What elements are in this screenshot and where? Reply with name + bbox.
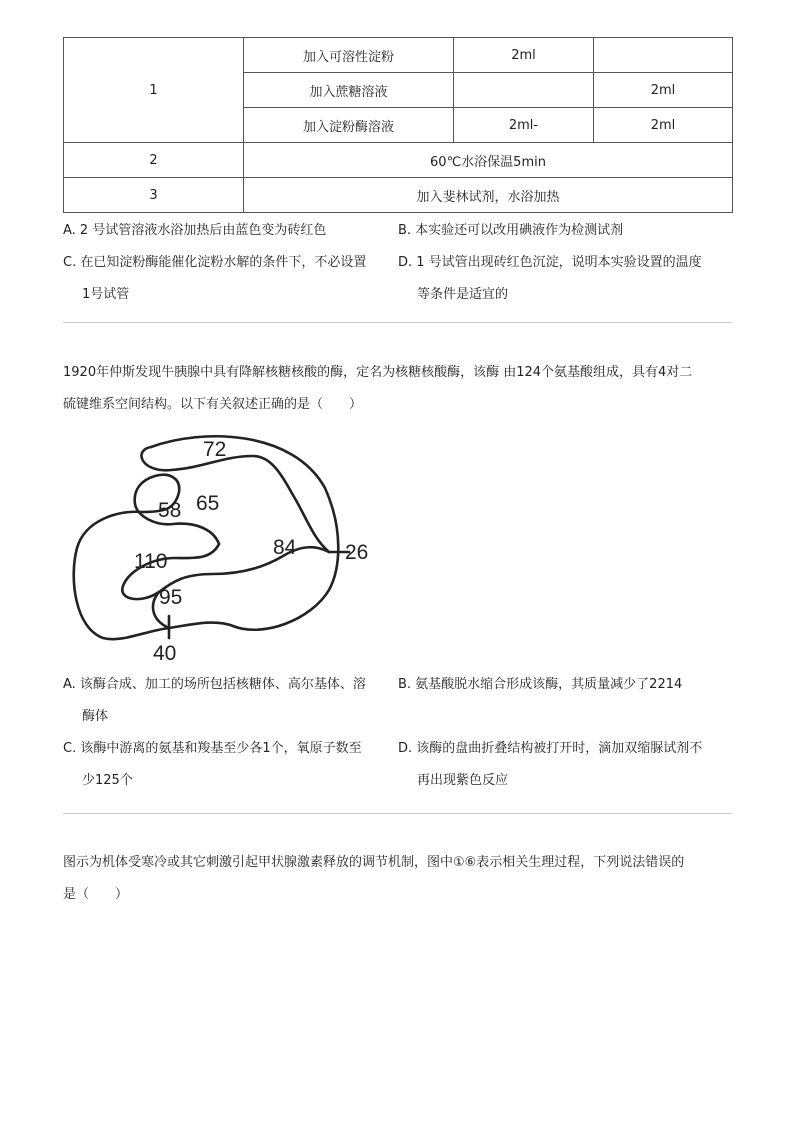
table-cell-value: 2ml <box>594 73 733 108</box>
q1-option-d: D. 1 号试管出现砖红色沉淀，说明本实验设置的温度 <box>398 255 702 270</box>
table-row <box>64 38 733 73</box>
residue-label: 95 <box>159 586 183 609</box>
table-cell-value: 2ml <box>454 38 594 73</box>
q2-option-d: D. 该酶的盘曲折叠结构被打开时，滴加双缩脲试剂不 <box>398 741 703 756</box>
q3-stem-cont: 是（ ） <box>63 887 129 902</box>
table-cell-value <box>594 38 733 73</box>
table-cell-group: 3 <box>64 178 244 213</box>
table-cell-step: 加入斐林试剂，水浴加热 <box>244 178 733 213</box>
table-cell-step: 加入蔗糖溶液 <box>244 73 454 108</box>
table-cell-step: 加入淀粉酶溶液 <box>244 108 454 143</box>
divider <box>63 813 732 814</box>
experiment-table <box>63 37 733 213</box>
q2-option-a: A. 该酶合成、加工的场所包括核糖体、高尔基体、溶 <box>63 677 366 692</box>
residue-label: 65 <box>196 492 220 515</box>
table-cell-value <box>454 73 594 108</box>
residue-label: 110 <box>134 550 168 573</box>
chain-outer-loop <box>74 436 339 639</box>
table-cell-value: 2ml- <box>454 108 594 143</box>
q1-option-b: B. 本实验还可以改用碘液作为检测试剂 <box>398 223 624 238</box>
residue-label: 40 <box>153 642 177 665</box>
residue-label: 26 <box>345 541 369 564</box>
q1-option-c: C. 在已知淀粉酶能催化淀粉水解的条件下，不必设置 <box>63 255 367 270</box>
q3-stem: 图示为机体受寒冷或其它刺激引起甲状腺激素释放的调节机制，图中①⑥表示相关生理过程，下列说法错误的 <box>63 855 685 870</box>
q2-stem-cont: 硫键维系空间结构。以下有关叙述正确的是（ ） <box>63 397 363 412</box>
q1-option-c-cont: 1号试管 <box>82 287 130 302</box>
q2-option-d-cont: 再出现紫色反应 <box>417 773 509 788</box>
q1-option-a: A. 2 号试管溶液水浴加热后由蓝色变为砖红色 <box>63 223 327 238</box>
residue-label: 58 <box>158 499 182 522</box>
table-cell-group: 2 <box>64 143 244 178</box>
divider <box>63 322 732 323</box>
residue-label: 84 <box>273 536 297 559</box>
residue-label: 72 <box>203 438 227 461</box>
q1-option-d-cont: 等条件是适宜的 <box>417 287 509 302</box>
enzyme-structure-figure <box>63 428 383 668</box>
q2-option-b: B. 氨基酸脱水缩合形成该酶，其质量减少了2214 <box>398 677 683 692</box>
q2-option-c: C. 该酶中游离的氨基和羧基至少各1个，氧原子数至 <box>63 741 362 756</box>
table-cell-step: 加入可溶性淀粉 <box>244 38 454 73</box>
table-cell-group: 1 <box>64 38 244 143</box>
table-row <box>64 178 733 213</box>
table-row <box>64 143 733 178</box>
q2-option-c-cont: 少125个 <box>82 773 133 788</box>
q2-stem: 1920年仲斯发现牛胰腺中具有降解核糖核酸的酶，定名为核糖核酸酶，该酶 由124个氨基酸组成，具有4对二 <box>63 365 693 380</box>
enzyme-structure-diagram <box>63 428 383 668</box>
table-cell-step: 60℃水浴保温5min <box>244 143 733 178</box>
table-cell-value: 2ml <box>594 108 733 143</box>
q2-option-a-cont: 酶体 <box>82 709 109 724</box>
